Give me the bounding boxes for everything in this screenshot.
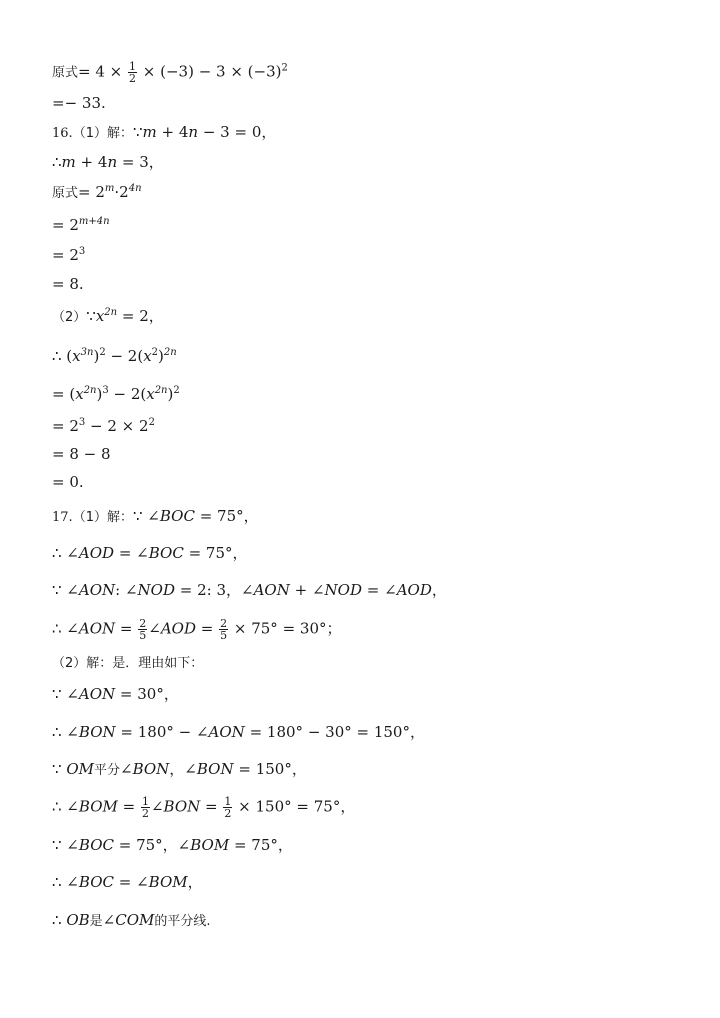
math-line: ∵ ∠BOC = 75°，∠BOM = 75°，: [52, 836, 293, 854]
math-line: ∴ ∠BON = 180° − ∠AON = 180° − 30° = 150°，: [52, 723, 425, 741]
fraction: $\frac{2}{5}$: [220, 617, 228, 642]
math-line: =− 33.: [52, 94, 106, 112]
math-line: = $2^3 - 2 \times 2^2$: [52, 417, 155, 435]
question-16-line: 16.（1）解：∵m + 4n − 3 = 0，: [52, 123, 277, 141]
math-line: ∵ ∠AON: ∠NOD = 2: 3，∠AON + ∠NOD = ∠AOD，: [52, 581, 447, 599]
question-17-line: 17.（1）解：∵ ∠BOC = 75°，: [52, 507, 259, 525]
math-line: ∴ ∠AON = $\frac{2}{5}$ ∠AOD = $\frac{2}{5}$ × 75° = 30°；: [52, 617, 342, 642]
math-line: $(2)\because x^{2n} = 2$，: [52, 307, 164, 325]
math-line: = $2^{m+4n}$: [52, 216, 110, 234]
math-line: ∴ ∠BOC = ∠BOM，: [52, 873, 203, 891]
math-line: ∴m + 4n = 3，: [52, 153, 164, 171]
math-line: = 8.: [52, 275, 84, 293]
math-line: ∴ OB是∠COM的平分线.: [52, 911, 211, 929]
math-line: 原式= $2^m\cdot 2^{4n}$: [52, 183, 142, 201]
math-line: = 0.: [52, 473, 84, 491]
math-line: ∵ OM平分∠BON，∠BON = 150°，: [52, 760, 307, 778]
math-line: = 8 − 8: [52, 445, 111, 463]
math-line: = $2^3$: [52, 246, 86, 264]
math-line: ∴ ∠BOM = $\frac{1}{2}$ ∠BON = $\frac{1}{2}$ × 150° = 75°，: [52, 795, 356, 820]
fraction: $\frac{2}{5}$: [139, 617, 147, 642]
math-line: ∴ $(x^{3n})^2 - 2(x^2)^{2n}$: [52, 347, 177, 365]
math-line: ∴ ∠AOD = ∠BOC = 75°，: [52, 544, 248, 562]
math-line: （2）解：是．理由如下：: [52, 656, 204, 671]
math-line: ∵ ∠AON = 30°，: [52, 685, 179, 703]
math-line: 原式= 4 × $\frac{1}{2}$ × $(-3) - 3 \times (-3)^2$: [52, 60, 288, 85]
math-line: = $(x^{2n})^3 - 2(x^{2n})^2$: [52, 385, 180, 403]
fraction: $\frac{1}{2}$: [224, 795, 232, 820]
fraction: $\frac{1}{2}$: [141, 795, 149, 820]
fraction: $\frac{1}{2}$: [129, 60, 136, 85]
